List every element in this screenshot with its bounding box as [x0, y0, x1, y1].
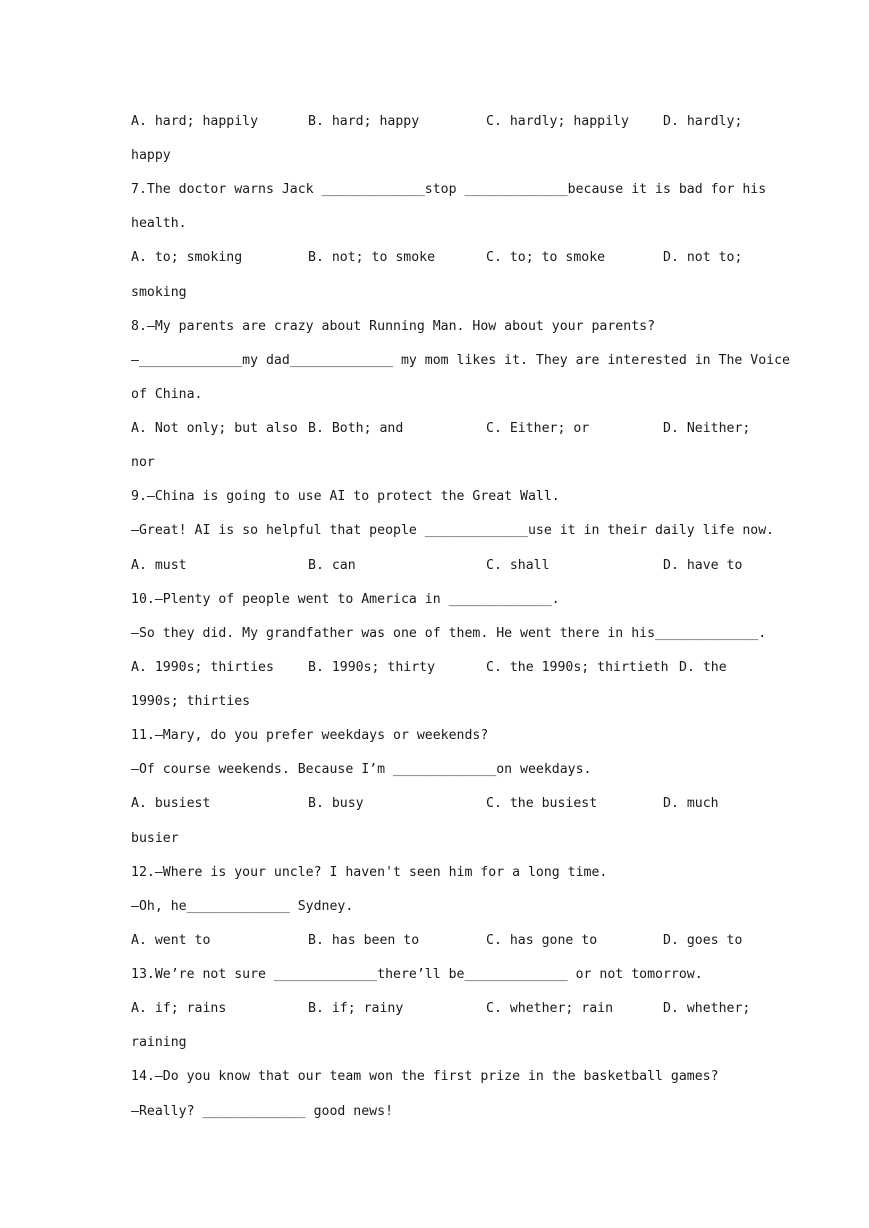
q12-option-a: A. went to	[131, 933, 211, 948]
q10-option-d: D. the	[679, 660, 727, 675]
q9-option-d: D. have to	[663, 558, 743, 573]
q12-option-b: B. has been to	[308, 933, 420, 948]
q6-option-c: C. hardly; happily	[486, 114, 629, 129]
q8-option-a: A. Not only; but also	[131, 421, 298, 436]
q9-option-a: A. must	[131, 558, 187, 573]
q8-option-b: B. Both; and	[308, 421, 404, 436]
q7-stem: 7.The doctor warns Jack _____________stop _____________because it is bad for his	[131, 182, 767, 197]
q14-stem: 14.—Do you know that our team won the first prize in the basketball games?	[131, 1069, 719, 1084]
q10-option-b: B. 1990s; thirty	[308, 660, 436, 675]
q13-option-c: C. whether; rain	[486, 1001, 614, 1016]
q11-option-b: B. busy	[308, 796, 364, 811]
q6-option-d-wrap: happy	[131, 148, 171, 163]
q13-option-d-wrap: raining	[131, 1035, 187, 1050]
q7-option-a: A. to; smoking	[131, 250, 243, 265]
q7-option-d-wrap: smoking	[131, 285, 187, 300]
q8-option-d: D. Neither;	[663, 421, 751, 436]
q12-option-c: C. has gone to	[486, 933, 598, 948]
q10-stem: 10.—Plenty of people went to America in _____________.	[131, 592, 560, 607]
q11-option-d: D. much	[663, 796, 719, 811]
q13-stem: 13.We’re not sure _____________there’ll be_____________ or not tomorrow.	[131, 967, 703, 982]
q8-option-c: C. Either; or	[486, 421, 590, 436]
q8-line-3: of China.	[131, 387, 203, 402]
q12-stem: 12.—Where is your uncle? I haven't seen him for a long time.	[131, 865, 608, 880]
q6-option-b: B. hard; happy	[308, 114, 420, 129]
q12-line-2: —Oh, he_____________ Sydney.	[131, 899, 354, 914]
q13-option-a: A. if; rains	[131, 1001, 227, 1016]
q9-option-c: C. shall	[486, 558, 550, 573]
q7-option-b: B. not; to smoke	[308, 250, 436, 265]
q6-option-d: D. hardly;	[663, 114, 743, 129]
q7-stem-continued: health.	[131, 216, 187, 231]
q7-option-d: D. not to;	[663, 250, 743, 265]
q11-stem: 11.—Mary, do you prefer weekdays or weekends?	[131, 728, 489, 743]
q8-stem: 8.—My parents are crazy about Running Man. How about your parents?	[131, 319, 656, 334]
q13-option-d: D. whether;	[663, 1001, 751, 1016]
q10-option-c: C. the 1990s; thirtieth	[486, 660, 669, 675]
q10-option-a: A. 1990s; thirties	[131, 660, 274, 675]
q10-line-2: —So they did. My grandfather was one of them. He went there in his_____________.	[131, 626, 767, 641]
q6-option-a: A. hard; happily	[131, 114, 259, 129]
q11-option-c: C. the busiest	[486, 796, 598, 811]
q14-line-2: —Really? _____________ good news!	[131, 1104, 394, 1119]
q12-option-d: D. goes to	[663, 933, 743, 948]
q8-line-2: —_____________my dad_____________ my mom likes it. They are interested in The Voice	[131, 353, 790, 368]
q8-option-d-wrap: nor	[131, 455, 155, 470]
q9-line-2: —Great! AI is so helpful that people _____________use it in their daily life now.	[131, 523, 775, 538]
q11-option-d-wrap: busier	[131, 831, 179, 846]
q13-option-b: B. if; rainy	[308, 1001, 404, 1016]
q7-option-c: C. to; to smoke	[486, 250, 606, 265]
q10-option-d-wrap: 1990s; thirties	[131, 694, 251, 709]
q11-option-a: A. busiest	[131, 796, 211, 811]
q9-option-b: B. can	[308, 558, 356, 573]
q9-stem: 9.—China is going to use AI to protect the Great Wall.	[131, 489, 560, 504]
q11-line-2: —Of course weekends. Because I’m _____________on weekdays.	[131, 762, 592, 777]
